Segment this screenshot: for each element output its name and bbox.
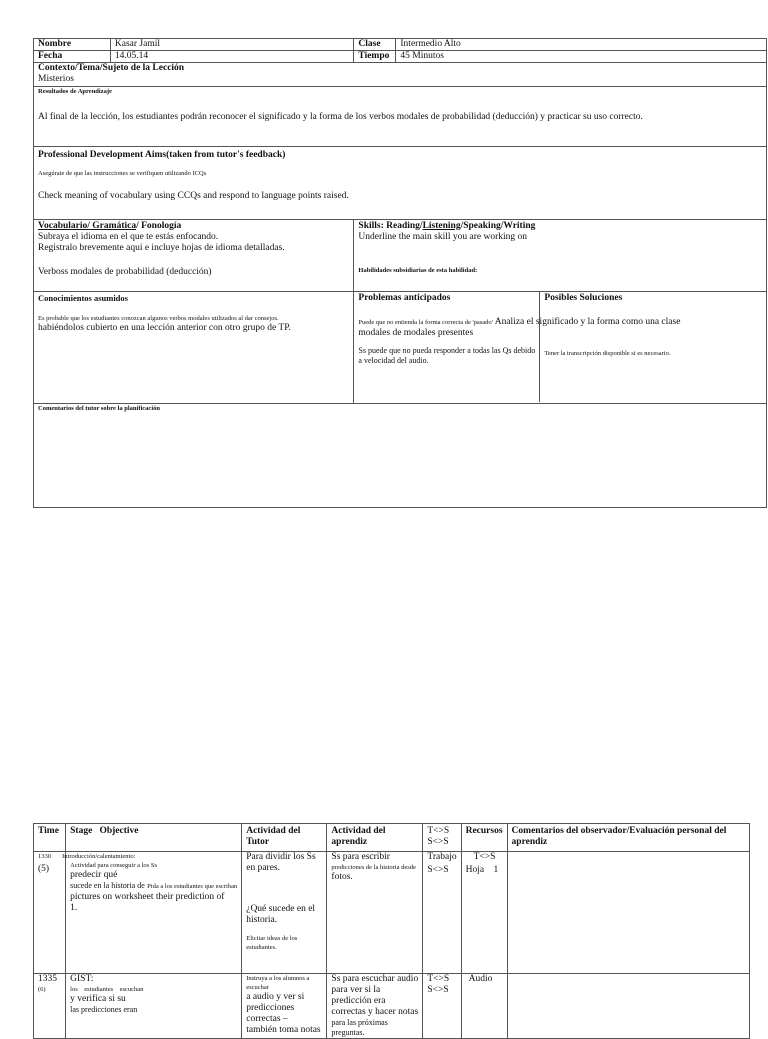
soluciones-s2: Tener la transcripción disponible si es necesario.: [544, 350, 671, 357]
vocab-label-b: Gramática: [89, 221, 137, 231]
r2-inter1: T<>S: [427, 974, 450, 984]
vocab-line1: Subraya el idioma en el que te estás enfocando.: [38, 232, 219, 242]
r2-stage-small: los estudiantes escuchan: [70, 986, 144, 993]
vocab-label-a: Vocabulario/: [38, 221, 90, 231]
skills-sub-label: Habilidades subsidiarias de esta habilidad:: [358, 267, 478, 274]
h-recursos: Recursos: [461, 824, 507, 852]
resultados-label: Resultados de Aprendizaje: [38, 88, 112, 95]
clase-label: Clase: [354, 39, 396, 51]
pd-aims-small: Asegúrate de que las instrucciones se verifiquen utilizando ICQs: [38, 170, 207, 177]
r1-obj-line: pictures on worksheet their prediction of: [70, 892, 225, 902]
fecha-label: Fecha: [34, 51, 111, 63]
problemas-p1-small: Puede que no entienda la forma correcta de 'pasado': [358, 319, 493, 326]
vocab-line2: Registralo brevemente aquí e incluye hojas de idioma detalladas.: [38, 243, 285, 253]
contexto-label: Contexto/Tema/Sujeto de la Lección: [38, 63, 185, 73]
r2-stage-cell: [66, 974, 242, 1039]
h-comentarios: Comentarios del observador/Evaluación personal del aprendiz: [507, 824, 749, 852]
h-interaction: [423, 824, 461, 852]
r2-rec-cell: [461, 974, 507, 1039]
conocimientos-label: Conocimientos asumidos: [38, 293, 128, 303]
h-stage-objective: [66, 824, 242, 852]
h-objective: Objective: [99, 826, 139, 836]
skills-label-c: Listening: [422, 221, 461, 231]
r2-time-cell: [34, 974, 66, 1039]
r1-stage-cell: [62, 852, 242, 974]
skills-label-d: /Speaking/Writing: [460, 221, 536, 231]
problemas-soluciones-cell: [354, 292, 767, 404]
lesson-header-table: [33, 38, 767, 508]
fecha-value: 14.05.14: [110, 51, 354, 63]
skills-label: [358, 221, 762, 232]
vocab-line3: Verboss modales de probabilidad (deducción): [38, 267, 212, 277]
r1-tutor1: Para dividir los Ss en pares.: [246, 852, 316, 873]
r1-aprendiz-cell: [327, 852, 423, 974]
r1-time-cell: [34, 852, 66, 974]
comentarios-tutor-cell: [34, 404, 767, 508]
r2-apr1: Ss para escuchar audio para ver si la predicción era: [331, 974, 419, 1006]
nombre-value: Kasar Jamil: [110, 39, 354, 51]
r2-mins: (6): [38, 986, 46, 993]
h-interaction-1: T<>S: [427, 826, 450, 836]
vocab-label-c: / Fonología: [136, 221, 182, 231]
problemas-p2: Ss puede que no pueda responder a todas las Qs debido a velocidad del audio.: [358, 346, 536, 365]
vocab-label: [38, 221, 349, 232]
r2-inter-cell: [423, 974, 461, 1039]
tiempo-label: Tiempo: [354, 51, 396, 63]
r2-comentarios-cell: [507, 974, 749, 1039]
r2-time: 1335: [38, 974, 57, 984]
r1-tutor-cell: [242, 852, 327, 974]
soluciones-label: Posibles Soluciones: [544, 293, 623, 303]
problemas-label: Problemas anticipados: [358, 293, 451, 303]
r2-stage: GIST:: [70, 974, 94, 984]
h-tutor: Actividad del Tutor: [242, 824, 327, 852]
r2-tutor-cell: [242, 974, 327, 1039]
conocimientos-line: habiéndolos cubierto en una lección anterior con otro grupo de TP.: [38, 323, 291, 333]
r1-tutor2: ¿Qué sucede en el historia.: [246, 904, 316, 925]
r2-tutor-small: Instruya a los alumnos a escuchar: [246, 975, 310, 991]
skills-cell: [354, 220, 767, 292]
r2-obj2: las predicciones eran: [70, 1005, 138, 1014]
skills-line1: Underline the main skill you are working on: [358, 232, 527, 242]
r1-mins: (5): [38, 864, 50, 874]
r2-tutor3: también toma notas: [246, 1025, 321, 1035]
skills-label-a: Skills:: [358, 221, 387, 231]
r1-rec2: Hoja 1: [465, 865, 499, 875]
r1-obj-line-a: [70, 881, 237, 892]
resultados-text: Al final de la lección, los estudiantes podrán reconocer el significado y la forma de los verbos modales de probabilidad (deducción) y practicar su uso correcto.: [38, 112, 643, 122]
r1-obj-small2: sucede en la historia de: [70, 881, 145, 890]
tiempo-value: 45 Minutos: [396, 51, 767, 63]
r2-apr2: correctas y hacer notas: [331, 1007, 419, 1017]
h-stage: Stage: [70, 826, 93, 836]
comentarios-tutor-label: Comentarios del tutor sobre la planificación: [38, 405, 160, 412]
r1-inter2: S<>S: [427, 865, 449, 875]
conocimientos-small: Es probable que los estudiantes conozcan algunos verbos modales utilizados al dar consejos.: [38, 315, 279, 322]
r1-rec1: T<>S: [473, 852, 496, 862]
r1-apr1: Ss para escribir: [331, 852, 390, 862]
r1-obj-num: 1.: [70, 903, 78, 913]
problemas-p1-line2: modales de modales presentes: [358, 328, 474, 338]
skills-label-b: Reading/: [386, 221, 423, 231]
procedure-table: [33, 823, 750, 1039]
soluciones-col: [540, 292, 766, 402]
r1-comentarios-cell: [507, 852, 749, 974]
h-interaction-2: S<>S: [427, 837, 449, 847]
problemas-p1: [358, 317, 681, 328]
clase-value: Intermedio Alto: [396, 39, 767, 51]
contexto-cell: [34, 63, 767, 87]
r2-aprendiz-cell: [327, 974, 423, 1039]
r1-obj-big1: predecir qué: [70, 870, 118, 880]
r2-rec: Audio: [468, 974, 493, 984]
r1-tutor-small: Elicitar ideas de los estudiantes.: [246, 935, 298, 951]
contexto-value: Misterios: [38, 74, 74, 84]
vocab-cell: [34, 220, 354, 292]
r1-inter1: Trabajo: [427, 852, 457, 862]
r1-apr-small: predicciones de la historia desde: [331, 864, 416, 871]
resultados-cell: [34, 87, 767, 147]
r2-tutor2: predicciones correctas –: [246, 1003, 295, 1024]
pd-aims-text: Check meaning of vocabulary using CCQs and respond to language points raised.: [38, 191, 349, 201]
r2-tutor1: a audio y ver si: [246, 992, 305, 1002]
conocimientos-cell: [34, 292, 354, 404]
h-time: Time: [34, 824, 66, 852]
pd-aims-cell: [34, 147, 767, 220]
r1-inter-cell: [423, 852, 461, 974]
r1-obj-small: Actividad para conseguir a los Ss: [70, 862, 157, 869]
r1-stage-small: Introducción/calentamiento:: [62, 853, 136, 860]
h-aprendiz: Actividad del aprendiz: [327, 824, 423, 852]
r1-obj-small3: Pida a los estudiantes que escriban: [147, 883, 238, 890]
problemas-p1-big: Analiza el significado y la forma como una clase: [492, 317, 681, 327]
r1-rec-cell: [461, 852, 507, 974]
r1-apr2: fotos.: [331, 872, 353, 882]
r1-time: 1330: [38, 853, 51, 860]
r2-inter2: S<>S: [427, 985, 449, 995]
r2-apr3: para las próximas preguntas.: [331, 1018, 388, 1037]
r2-obj1: y verifica si su: [70, 994, 126, 1004]
nombre-label: Nombre: [34, 39, 111, 51]
pd-aims-label: Professional Development Aims(taken from tutor's feedback): [38, 150, 286, 160]
